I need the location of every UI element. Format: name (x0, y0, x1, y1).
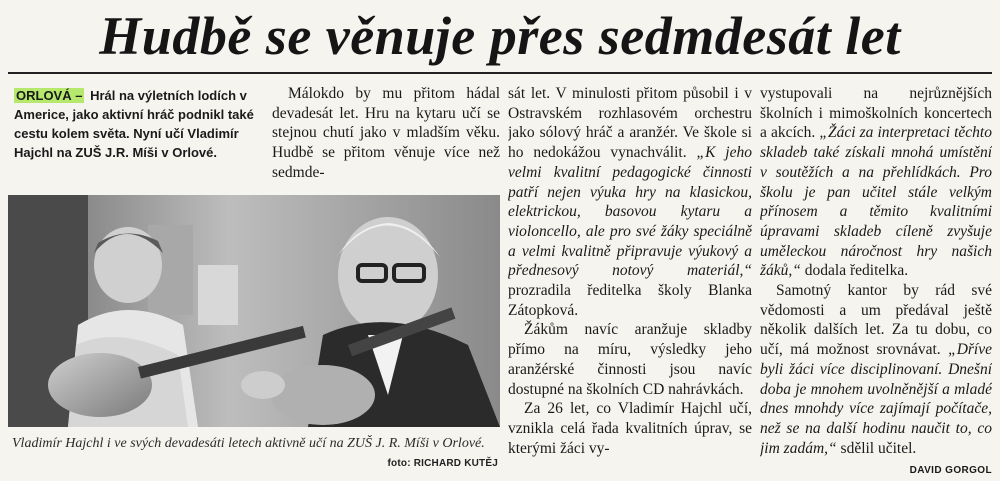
article-paragraph-4 (760, 281, 992, 458)
article-paragraph-3: Za 26 let, co Vladimír Hajchl učí, vznikla celá řada kvalitních úprav, se kterými žáci vy- (508, 400, 752, 457)
photo-caption: Vladimír Hajchl i ve svých devadesáti letech aktivně učí na ZUŠ J. R. Míši v Orlové. (12, 436, 485, 451)
article-paragraph-3-continued (760, 84, 992, 281)
quote-principal-2: „Žáci za interpretaci těchto skladeb také získali mnohá umístění v soutěžích a na přehlídkách. Pro školu je pan učitel stále velkým přínosem a těmito kvalitními úpravami skladeb cíleně zvyšuje uměleckou náročnost hry našich žáků,“ (760, 124, 992, 280)
quote-principal-1: „K jeho velmi kvalitní pedagogické činnosti patří nejen výuka hry na klasickou, elektrickou, basovou kytaru a violoncello, ale pro své žáky speciálně a velmi kvalitně připravuje výukový a přednesový notový materiál,“ (508, 144, 752, 280)
quote-teacher: „Dříve byli žáci více disciplinovaní. Dnešní doba je mnohem uvolněnější a mladé dnes mnohdy více zajímají počítače, než se na další hodinu naučit to, co jim zadám,“ (760, 341, 992, 457)
article-paragraph-1-continued (508, 84, 752, 320)
headline-rule (8, 72, 992, 74)
headline: Hudbě se věnuje přes sedmdesát let (99, 6, 901, 66)
article-paragraph-2: Žákům navíc aranžuje skladby přímo na míru, výsledky jeho aranžérské činnosti jsou navíc dostupné na školních CD nahrávkách. (508, 321, 752, 398)
article-paragraph-1: Málokdo by mu přitom hádal devadesát let. Hru na kytaru učí se stejnou chutí jako v mladším věku. Hudbě se přitom věnuje více než sedmde- (272, 85, 500, 181)
quote-principal-1-attribution: prozradila ředitelka školy Blanka Zátopková. (508, 282, 752, 319)
article-author: DAVID GORGOL (909, 465, 992, 476)
quote-teacher-attribution: sdělil učitel. (836, 439, 917, 457)
article-paragraph-3-tail: vystupovali na nejrůznějších školních i mimoškolních koncertech a akcích. (760, 85, 992, 142)
article-photo (8, 195, 500, 427)
photo-credit: foto: RICHARD KUTĚJ (387, 458, 498, 469)
article-paragraph-4-text: Samotný kantor by rád své vědomosti a um předával ještě několik dalších let. Za tu dobu, co učí, má možnost srovnávat. (760, 282, 992, 359)
article-paragraph-1-tail: sát let. V minulosti přitom působil i v Ostravském rozhlasovém orchestru jako sólový hráč a aranžér. Ve škole si ho nedokážou vynachválit. (508, 85, 752, 162)
quote-principal-2-attribution: dodala ředitelka. (800, 262, 909, 280)
lead-location: ORLOVÁ – (16, 88, 83, 103)
article-column-3 (760, 84, 992, 476)
article-column-1 (272, 84, 500, 182)
lead-text: Hrál na výletních lodích v Americe, jako aktivní hráč podnikl také cestu kolem světa. Nyní učí Vladimír Hajchl na ZUŠ J.R. Míši v Orlové. (14, 88, 254, 160)
article-column-2 (508, 84, 752, 476)
lead-paragraph (14, 86, 264, 162)
